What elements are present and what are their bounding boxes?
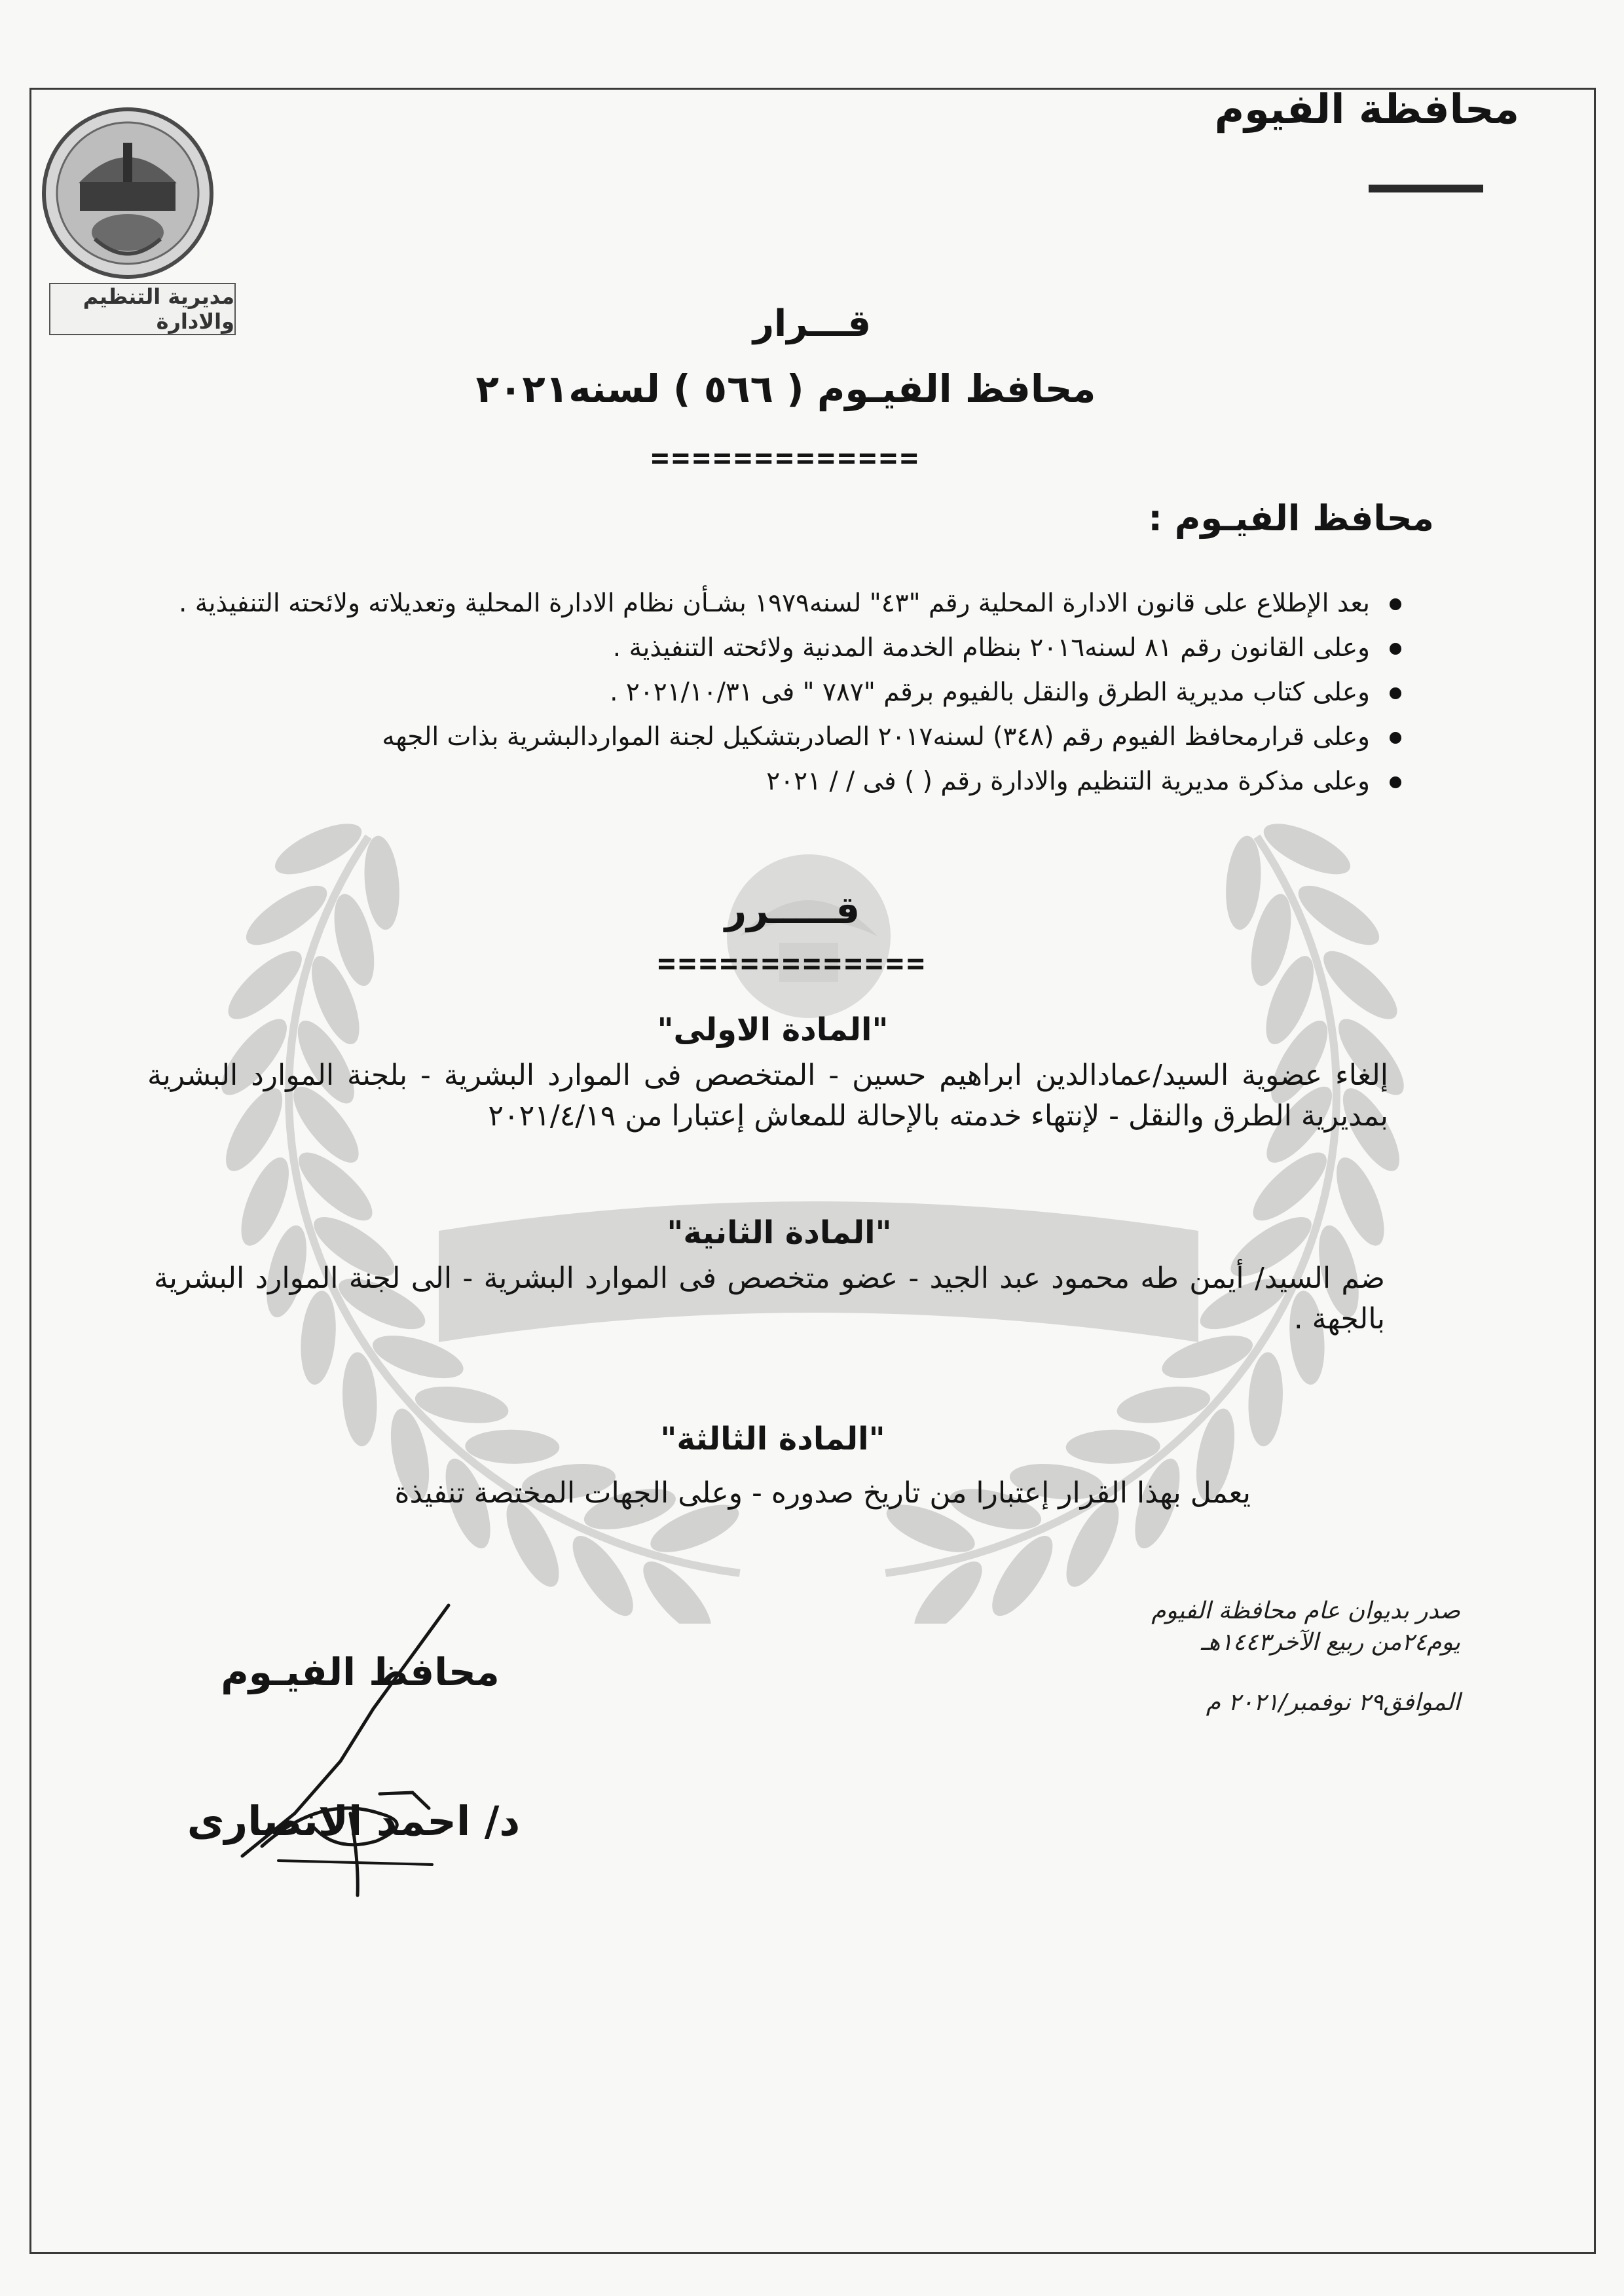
decree-title: قـــرار (752, 302, 872, 345)
watermark-leaf (562, 1527, 643, 1624)
preamble-item (118, 670, 1401, 715)
watermark-center-emblem (727, 854, 891, 1018)
preamble-item-text: وعلى القانون رقم ٨١ لسنه٢٠١٦ بنظام الخدمة المدنية ولائحته التنفيذية . (612, 633, 1370, 663)
preamble-item (118, 626, 1401, 670)
bullet-icon (1390, 732, 1401, 744)
preamble-item-text: بعد الإطلاع على قانون الادارة المحلية رقم "٤٣" لسنه١٩٧٩ بشـأن نظام الادارة المحلية وتعديلاته ولائحته التنفيذية . (178, 589, 1370, 618)
issuance-place: صدر بديوان عام محافظة الفيوم (1151, 1597, 1460, 1624)
article-3-body: يعمل بهذا القرار إعتبارا من تاريخ صدوره - وعلى الجهات المختصة تنفيذة (394, 1476, 1251, 1510)
decision-heading: قـــــرر (724, 888, 860, 932)
header-underline (1369, 185, 1483, 192)
bullet-icon (1390, 643, 1401, 655)
preamble-item-text: وعلى قرارمحافظ الفيوم رقم (٣٤٨) لسنه٢٠١٧ الصادربتشكيل لجنة المواردالبشرية بذات الجهه (382, 722, 1370, 752)
signatory-title: محافظ الفيـوم (221, 1650, 500, 1694)
watermark-leaf (1257, 814, 1357, 884)
watermark-leaf (268, 814, 368, 884)
watermark-leaf (465, 1429, 560, 1465)
governorate-seal-logo (39, 105, 216, 282)
preamble-list (118, 581, 1401, 804)
preamble-item (118, 581, 1401, 626)
preamble-item (118, 715, 1401, 759)
article-1-body: إلغاء عضوية السيد/عمادالدين ابراهيم حسين - المتخصص فى الموارد البشرية - بلجنة الموارد البشرية بمديرية الطرق والنقل - لإنتهاء خدمته بالإحالة للمعاش إعتبارا من ٢٠٢١/٤/١٩ (147, 1059, 1388, 1133)
article-3-heading: "المادة الثالثة" (660, 1421, 885, 1457)
decision-rule: ============= (657, 945, 928, 981)
bullet-icon (1390, 687, 1401, 699)
watermark-leaf (238, 875, 335, 956)
seal-caption: مديرية التنظيم والادارة (49, 283, 236, 335)
bullet-icon (1390, 598, 1401, 610)
watermark-leaf (1223, 834, 1265, 931)
governorate-header: محافظة الفيوم (1214, 85, 1519, 133)
watermark-leaf (1065, 1429, 1160, 1465)
issuance-gregorian-date: الموافق٢٩ نوفمبر/٢٠٢١ م (1206, 1689, 1460, 1716)
watermark-leaf (1246, 1351, 1285, 1448)
preamble-item-text: وعلى كتاب مديرية الطرق والنقل بالفيوم برقم "٧٨٧ " فى ٢٠٢١/١٠/٣١ . (610, 678, 1370, 707)
preamble-item-text: وعلى مذكرة مديرية التنظيم والادارة رقم ( ) فى / / ٢٠٢١ (766, 767, 1370, 796)
article-2-body: ضم السيد/ أيمن طه محمود عبد الجيد - عضو متخصص فى الموارد البشرية - الى لجنة الموارد البشرية بالجهة . (154, 1262, 1385, 1336)
article-2-heading: "المادة الثانية" (667, 1214, 892, 1251)
watermark-leaf (340, 1351, 379, 1448)
article-1-heading: "المادة الاولى" (657, 1011, 889, 1048)
handwritten-signature (216, 1597, 465, 1899)
decree-title-rule: ============= (650, 440, 921, 475)
signatory-name: د/ احمد الانصارى (187, 1797, 521, 1845)
preamble-item (118, 759, 1401, 804)
bullet-icon (1390, 776, 1401, 788)
watermark-leaf (1290, 875, 1388, 956)
decree-subtitle: محافظ الفيـوم ( ٥٦٦ ) لسنه٢٠٢١ (475, 367, 1096, 411)
watermark-leaf (361, 834, 403, 931)
issuance-hijri-date: يوم٢٤من ربيع الآخر١٤٤٣هـ (1200, 1629, 1460, 1656)
preamble-addressee: محافظ الفيـوم : (1148, 498, 1434, 539)
